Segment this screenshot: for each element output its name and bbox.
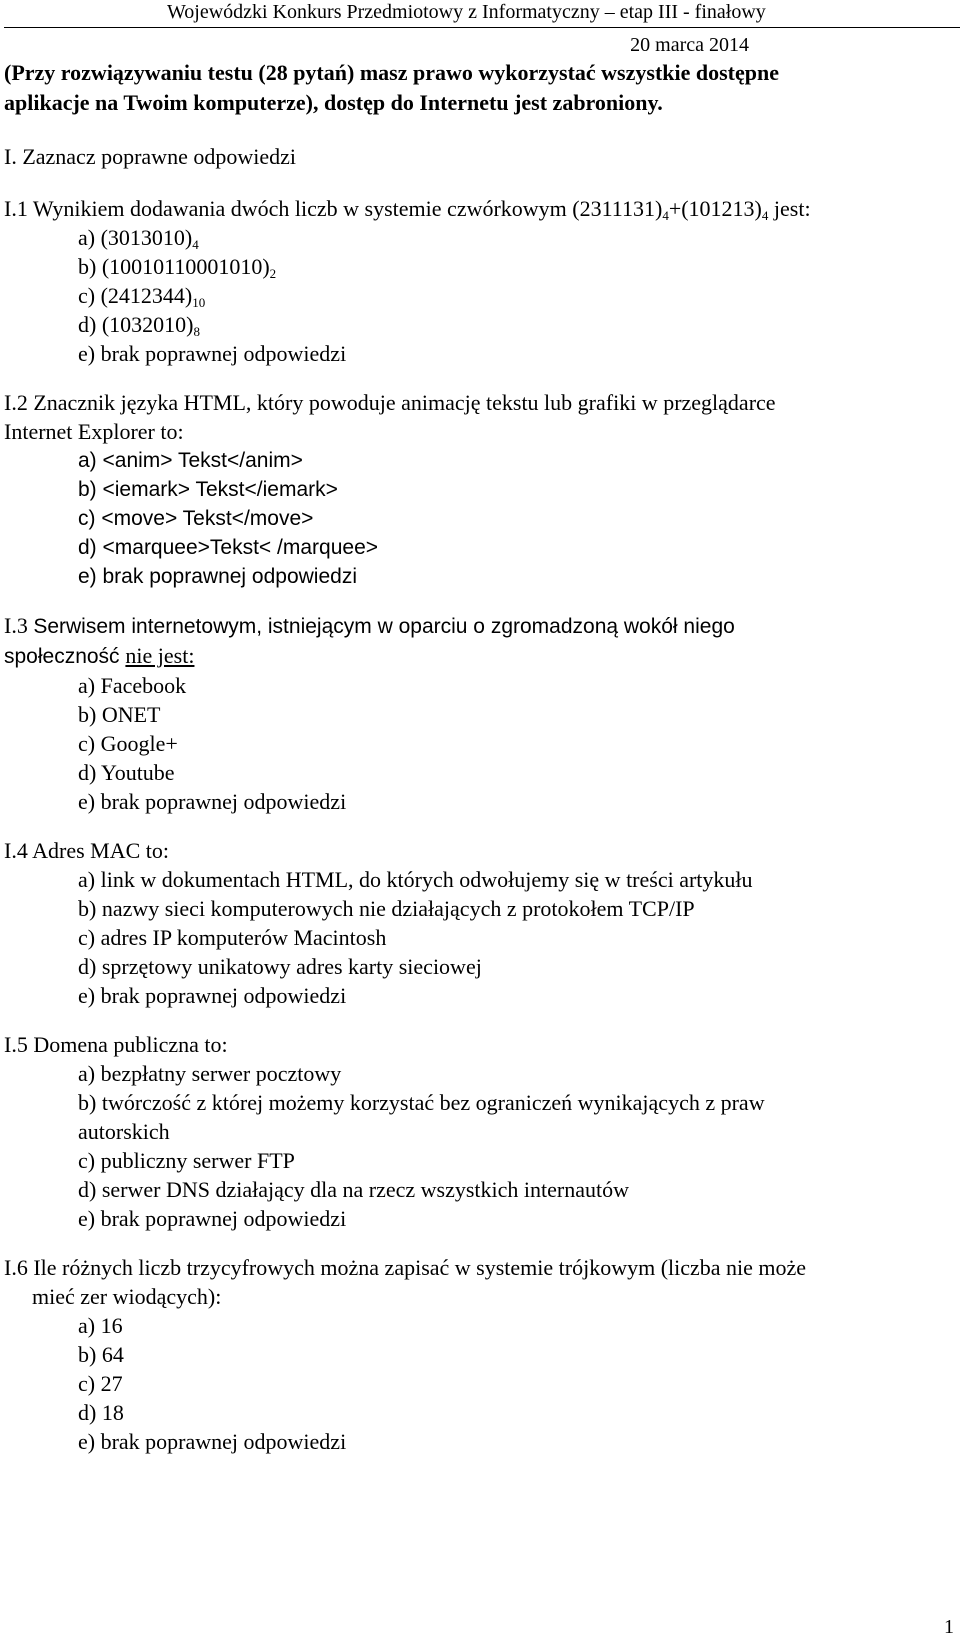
question-2-stem [4, 388, 954, 446]
question-1-stem [4, 194, 954, 223]
header-divider [4, 27, 960, 28]
question-4-option-e[interactable]: e) brak poprawnej odpowiedzi [78, 983, 347, 1008]
question-1-base-2: 4 [761, 208, 769, 223]
question-2 [4, 388, 954, 591]
question-2-option-d[interactable]: d) <marquee>Tekst< /marquee> [78, 536, 379, 559]
question-5-option-e[interactable]: e) brak poprawnej odpowiedzi [78, 1206, 347, 1231]
document-body [4, 58, 954, 1456]
question-1-option-e[interactable]: e) brak poprawnej odpowiedzi [78, 341, 347, 366]
question-5-option-b[interactable]: b) twórczość z której możemy korzystać bez ograniczeń wynikających z praw [78, 1090, 765, 1115]
question-6-option-b[interactable]: b) 64 [78, 1342, 124, 1367]
question-1 [4, 194, 954, 368]
page-header [0, 0, 960, 56]
question-3-option-b[interactable]: b) ONET [78, 702, 161, 727]
question-1-option-c[interactable]: c) $(2412344)_{10}$ [78, 283, 206, 310]
question-5-option-d[interactable]: d) serwer DNS działający dla na rzecz wszystkich internautów [78, 1177, 629, 1202]
question-5-stem: I.5 Domena publiczna to: [4, 1032, 228, 1057]
question-5-options [4, 1059, 954, 1233]
question-3-stem-line-1 [4, 611, 954, 641]
question-2-stem-line-2: Internet Explorer to: [4, 419, 184, 444]
question-3-stem-line-2 [4, 641, 954, 671]
question-4-option-c[interactable]: c) adres IP komputerów Macintosh [78, 925, 387, 950]
header-title: Wojewódzki Konkurs Przedmiotowy z Informatyczny – etap III - finałowy [167, 1, 766, 23]
question-6-option-c[interactable]: c) 27 [78, 1371, 123, 1396]
question-2-option-b[interactable]: b) <iemark> Tekst</iemark> [78, 478, 338, 501]
question-4-option-d[interactable]: d) sprzętowy unikatowy adres karty sieciowej [78, 954, 482, 979]
question-4-stem: I.4 Adres MAC to: [4, 838, 169, 863]
question-6-stem-line-1: I.6 Ile różnych liczb trzycyfrowych można zapisać w systemie trójkowym (liczba nie może [4, 1255, 807, 1280]
question-3-stem-text: Serwisem internetowym, istniejącym w oparciu o zgromadzoną wokół niego [33, 615, 735, 638]
question-6-option-e[interactable]: e) brak poprawnej odpowiedzi [78, 1429, 347, 1454]
question-6-stem [4, 1253, 954, 1311]
question-1-option-d[interactable]: d) $(1032010)_8$ [78, 312, 200, 339]
question-1-stem-prefix: I.1 Wynikiem dodawania dwóch liczb w systemie czwórkowym (2311131) [4, 196, 663, 221]
question-4 [4, 836, 954, 1010]
question-5 [4, 1030, 954, 1233]
section-title: I. Zaznacz poprawne odpowiedzi [4, 144, 296, 169]
question-3-option-d[interactable]: d) Youtube [78, 760, 175, 785]
question-3-options [4, 671, 954, 816]
question-2-option-c[interactable]: c) <move> Tekst</move> [78, 507, 314, 530]
question-1-options [4, 223, 954, 368]
question-4-option-b[interactable]: b) nazwy sieci komputerowych nie działających z protokołem TCP/IP [78, 896, 695, 921]
question-1-stem-suffix: jest: [768, 196, 811, 221]
question-3-option-e[interactable]: e) brak poprawnej odpowiedzi [78, 789, 347, 814]
question-4-option-a[interactable]: a) link w dokumentach HTML, do których odwołujemy się w treści artykułu [78, 867, 753, 892]
question-3-option-c[interactable]: c) Google+ [78, 731, 178, 756]
question-3-number: I.3 [4, 613, 34, 638]
question-5-option-c[interactable]: c) publiczny serwer FTP [78, 1148, 295, 1173]
question-4-options [4, 865, 954, 1010]
question-2-option-a[interactable]: a) <anim> Tekst</anim> [78, 449, 303, 472]
page-number: 1 [944, 1616, 954, 1638]
question-1-base-1: 4 [662, 208, 669, 223]
question-6 [4, 1253, 954, 1456]
question-1-stem-mid: +(101213) [668, 196, 762, 221]
question-2-stem-line-1: I.2 Znacznik języka HTML, który powoduje animację tekstu lub grafiki w przeglądarce [4, 390, 776, 415]
header-date: 20 marca 2014 [630, 34, 749, 56]
instructions-line-2: aplikacje na Twoim komputerze), dostęp do Internetu jest zabroniony. [4, 90, 663, 115]
question-2-options [4, 446, 954, 591]
question-3-emphasis: nie jest: [125, 643, 195, 668]
question-6-option-d[interactable]: d) 18 [78, 1400, 124, 1425]
question-5-option-b-continued: autorskich [78, 1119, 170, 1144]
question-6-options [4, 1311, 954, 1456]
instructions-line-1: (Przy rozwiązywaniu testu (28 pytań) masz prawo wykorzystać wszystkie dostępne [4, 60, 780, 85]
question-6-option-a[interactable]: a) 16 [78, 1313, 123, 1338]
question-3-stem [4, 611, 954, 671]
question-6-stem-line-2: mieć zer wiodących): [32, 1284, 222, 1309]
question-2-option-e[interactable]: e) brak poprawnej odpowiedzi [78, 565, 357, 588]
question-5-option-a[interactable]: a) bezpłatny serwer pocztowy [78, 1061, 342, 1086]
question-1-option-b[interactable]: b) $(10010110001010)_2$ [78, 254, 277, 281]
instructions [4, 58, 954, 118]
question-3-stem-text-2: społeczność [4, 645, 126, 668]
question-3 [4, 611, 954, 816]
question-1-option-a[interactable]: a) $(3013010)_4$ [78, 225, 199, 252]
question-3-option-a[interactable]: a) Facebook [78, 673, 187, 698]
